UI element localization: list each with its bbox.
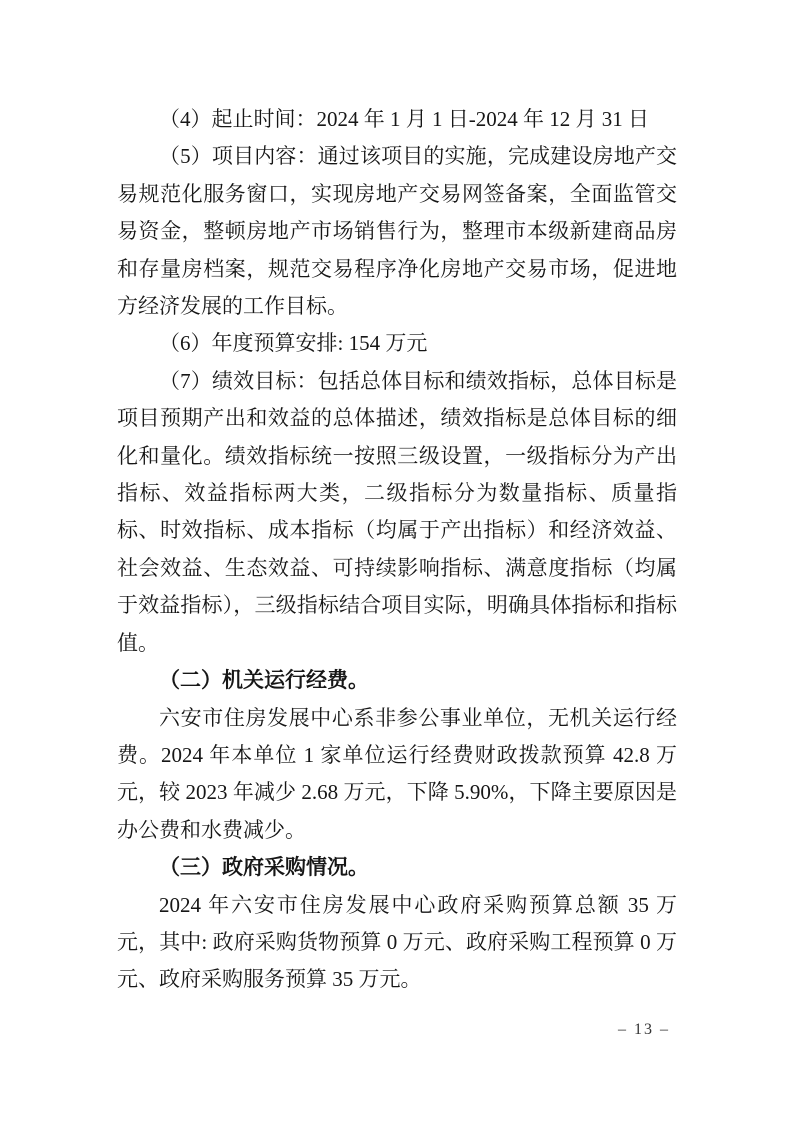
paragraph-start-end-time: （4）起止时间：2024 年 1 月 1 日-2024 年 12 月 31 日	[159, 107, 649, 131]
paragraph-annual-budget: （6）年度预算安排: 154 万元	[159, 331, 428, 356]
paragraph-performance-goals: （7）绩效目标：包括总体目标和绩效指标，总体目标是项目预期产出和效益的总体描述，绩效指标是总体目标的细化和量化。绩效指标统一按照三级设置，一级指标分为产出指标、效益指标两大类，二级指标分为数量指标、质量指标、时效指标、成本指标（均属于产出指标）和经济效益、社会效益、生态效益、可持续影响指标、满意度指标（均属于效益指标），三级指标结合项目实际，明确具体指标和指标值。	[117, 368, 677, 655]
paragraph-agency-operating-funds: 六安市住房发展中心系非参公事业单位，无机关运行经费。2024 年本单位 1 家单位运行经费财政拨款预算 42.8 万元，较 2023 年减少 2.68 万元，下降 5.90%，下降主要原因是办公费和水费减少。	[117, 705, 677, 842]
page-number: – 13 –	[618, 1021, 670, 1038]
section-heading-government-procurement: （三）政府采购情况。	[159, 856, 369, 880]
section-heading-agency-operating-funds: （二）机关运行经费。	[159, 669, 369, 693]
paragraph-project-content: （5）项目内容：通过该项目的实施，完成建设房地产交易规范化服务窗口，实现房地产交易网签备案，全面监管交易资金，整顿房地产市场销售行为，整理市本级新建商品房和存量房档案，规范交易程序净化房地产交易市场，促进地方经济发展的工作目标。	[117, 144, 677, 319]
document-body	[117, 101, 677, 999]
paragraph-government-procurement: 2024 年六安市住房发展中心政府采购预算总额 35 万元，其中: 政府采购货物预算 0 万元、政府采购工程预算 0 万元、政府采购服务预算 35 万元。	[117, 892, 677, 992]
